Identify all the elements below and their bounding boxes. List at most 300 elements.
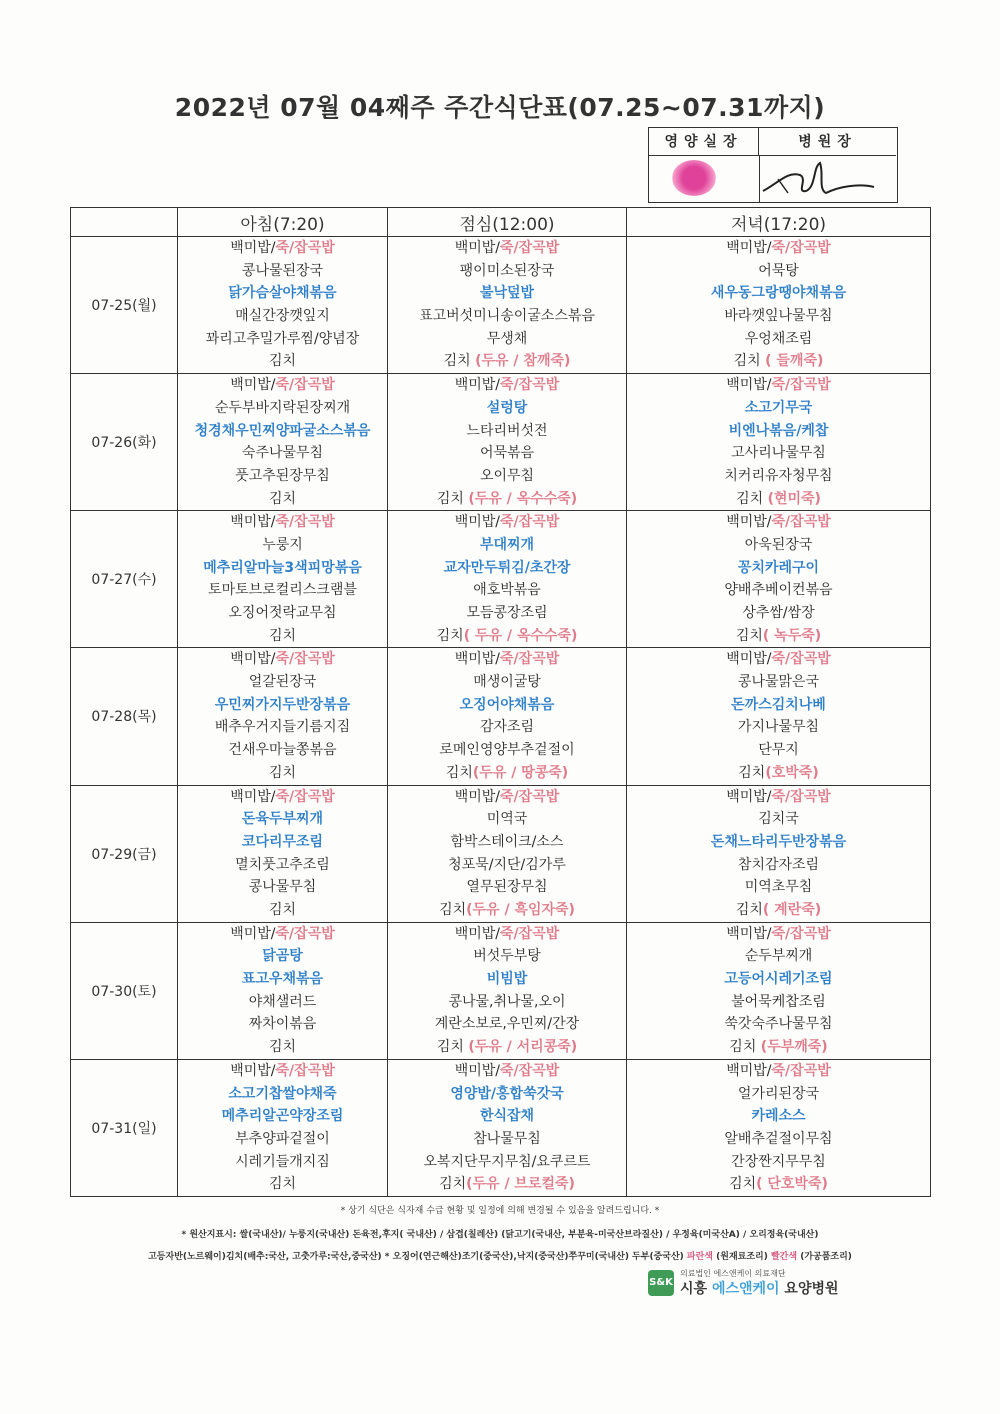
menu-item-text: 간장짠지무무침 xyxy=(731,1153,826,1170)
day-row xyxy=(71,785,931,922)
menu-item-text: 김치 xyxy=(436,627,464,644)
day-date: 07-26(화) xyxy=(71,374,178,511)
menu-item-text: 짜차이볶음 xyxy=(248,1016,317,1033)
menu-item xyxy=(178,831,387,854)
menu-item-text: 백미밥/ xyxy=(726,240,772,256)
menu-item-text: 백미밥/ xyxy=(454,377,501,394)
menu-item xyxy=(388,739,626,762)
logo-name-b: 에스앤케이 xyxy=(711,1281,780,1297)
menu-item-text: 콩나물무침 xyxy=(248,879,317,896)
menu-item-text: 죽/잡곡밥 xyxy=(500,240,560,256)
menu-item xyxy=(388,557,626,580)
menu-item xyxy=(388,625,626,648)
menu-item-text: 콩나물맑은국 xyxy=(737,674,820,691)
menu-item xyxy=(178,991,387,1014)
menu-item-text: 멸치풋고추조림 xyxy=(235,856,330,873)
menu-item xyxy=(627,991,930,1014)
menu-item xyxy=(627,968,930,991)
hospital-logo xyxy=(648,1268,839,1300)
lunch-cell xyxy=(388,922,627,1059)
menu-item xyxy=(388,1013,626,1036)
menu-item-text: 영양밥/홍합쑥갓국 xyxy=(450,1085,564,1102)
menu-item xyxy=(627,831,930,854)
menu-item xyxy=(388,465,626,488)
menu-item-text: 죽/잡곡밥 xyxy=(500,377,560,394)
menu-item xyxy=(627,945,930,968)
menu-item-text: 단무지 xyxy=(758,742,799,759)
menu-item-text: 죽/잡곡밥 xyxy=(500,925,560,942)
menu-item-text: 김치 xyxy=(268,1176,297,1193)
menu-item xyxy=(627,716,930,739)
menu-item xyxy=(178,854,387,877)
menu-item xyxy=(178,579,387,602)
menu-item-text: 애호박볶음 xyxy=(473,582,541,599)
menu-item-text: 백미밥/ xyxy=(726,377,772,394)
menu-body xyxy=(71,237,931,1197)
menu-item-text: 죽/잡곡밥 xyxy=(500,1062,560,1079)
menu-item xyxy=(388,1060,626,1083)
menu-item-text: 백미밥/ xyxy=(230,788,276,805)
menu-item-text: ( 녹두죽) xyxy=(762,627,822,644)
menu-item xyxy=(627,1060,930,1083)
menu-item-text: 김치 xyxy=(738,764,766,781)
dinner-cell xyxy=(627,1059,931,1196)
menu-item xyxy=(388,831,626,854)
breakfast-cell xyxy=(178,237,388,374)
menu-item-text: 메추리알마늘3색피망볶음 xyxy=(203,559,362,576)
menu-item-text: 야채샐러드 xyxy=(248,993,317,1010)
menu-item xyxy=(178,602,387,625)
menu-item-text: (두유 / 참깨죽) xyxy=(475,353,571,370)
menu-item xyxy=(388,808,626,831)
menu-item-text: 백미밥/ xyxy=(726,651,772,668)
menu-item xyxy=(178,260,387,283)
menu-item xyxy=(627,648,930,671)
menu-item-text: 죽/잡곡밥 xyxy=(500,788,560,805)
menu-item xyxy=(627,557,930,580)
menu-item xyxy=(627,397,930,420)
menu-item-text: 꽈리고추밀가루찜/양념장 xyxy=(205,330,360,347)
menu-item xyxy=(388,1105,626,1128)
menu-item xyxy=(388,420,626,443)
dinner-cell xyxy=(627,922,931,1059)
menu-item-text: 코다리무조림 xyxy=(241,833,324,850)
menu-item-text: 팽이미소된장국 xyxy=(459,262,555,279)
menu-item xyxy=(627,282,930,305)
menu-item-text: 한식잡채 xyxy=(479,1108,535,1125)
menu-item-text: 로메인영양부추겉절이 xyxy=(439,742,575,759)
menu-item-text: 백미밥/ xyxy=(454,1062,501,1079)
menu-item xyxy=(178,420,387,443)
menu-item-text: 우민찌가지두반장볶음 xyxy=(214,696,351,713)
origin-text-e: (가공품조리) xyxy=(800,1252,852,1262)
corner-cell xyxy=(71,208,178,237)
menu-item-text: 비빔밥 xyxy=(486,971,528,988)
menu-item-text: 김치 xyxy=(735,627,763,644)
menu-item-text: 죽/잡곡밥 xyxy=(275,240,335,256)
menu-item-text: 백미밥/ xyxy=(454,651,501,668)
menu-item-text: 닭가슴살야채볶음 xyxy=(228,285,337,302)
dinner-header: 저녁(17:20) xyxy=(627,208,931,237)
menu-item xyxy=(178,739,387,762)
menu-item-text: 건새우마늘쫑볶음 xyxy=(228,742,337,759)
menu-item xyxy=(388,350,626,373)
menu-item-text: 느타리버섯전 xyxy=(466,422,548,439)
menu-item xyxy=(388,1151,626,1174)
menu-item xyxy=(388,876,626,899)
menu-item xyxy=(388,397,626,420)
day-row xyxy=(71,374,931,511)
menu-item-text: 비엔나볶음/케찹 xyxy=(728,422,829,439)
day-row xyxy=(71,1059,931,1196)
menu-item xyxy=(627,694,930,717)
menu-item-text: 오징어젓락교무침 xyxy=(228,605,337,622)
logo-name xyxy=(680,1278,839,1298)
nutrition-chief-label: 영양실장 xyxy=(649,128,759,156)
day-date: 07-31(일) xyxy=(71,1059,178,1196)
menu-item xyxy=(178,671,387,694)
menu-item-text: 교자만두튀김/초간장 xyxy=(443,559,571,576)
menu-item-text: 오징어야채볶음 xyxy=(459,696,555,713)
menu-item-text: 죽/잡곡밥 xyxy=(771,377,831,394)
day-date: 07-30(토) xyxy=(71,922,178,1059)
menu-item-text: 새우동그랑땡야채볶음 xyxy=(710,285,847,302)
menu-item-text: 순두부찌개 xyxy=(744,948,813,965)
menu-item xyxy=(388,374,626,397)
menu-item xyxy=(627,237,930,260)
menu-item xyxy=(178,899,387,922)
menu-item xyxy=(178,1083,387,1106)
change-notice: * 상기 식단은 식자재 수급 현황 및 일정에 의해 변경될 수 있음을 알려드립니다. * xyxy=(340,1206,660,1216)
menu-item-text: 백미밥/ xyxy=(230,240,276,256)
menu-item xyxy=(388,923,626,946)
menu-item xyxy=(627,1151,930,1174)
menu-item xyxy=(627,854,930,877)
menu-item-text: 참치감자조림 xyxy=(737,856,820,873)
logo-subtitle: 의료법인 에스앤케이 의료재단 xyxy=(680,1269,786,1278)
menu-item xyxy=(627,305,930,328)
menu-item xyxy=(178,305,387,328)
menu-item-text: 김치 xyxy=(268,627,297,644)
menu-item xyxy=(388,260,626,283)
menu-item-text: 매생이굴탕 xyxy=(473,674,541,691)
menu-item xyxy=(627,876,930,899)
menu-item-text: 죽/잡곡밥 xyxy=(275,925,335,942)
menu-item-text: 김치 xyxy=(436,490,469,507)
menu-item-text: 꽁치카레구이 xyxy=(737,559,820,576)
menu-item-text: 상추쌈/쌈장 xyxy=(742,605,815,622)
menu-item xyxy=(388,945,626,968)
menu-item-text: 바라깻잎나물무침 xyxy=(724,308,833,325)
menu-item xyxy=(627,923,930,946)
menu-item xyxy=(178,1173,387,1196)
menu-item-text: 청경채우민찌양파굴소스볶음 xyxy=(194,422,371,439)
menu-item xyxy=(627,579,930,602)
menu-item xyxy=(388,328,626,351)
menu-item-text: 백미밥/ xyxy=(454,925,501,942)
menu-item-text: (두유 / 옥수수죽) xyxy=(468,490,578,507)
menu-item-text: 콩나물,취나물,오이 xyxy=(448,993,566,1010)
menu-item xyxy=(627,328,930,351)
menu-item xyxy=(627,350,930,373)
menu-item xyxy=(627,808,930,831)
menu-item-text: 무생채 xyxy=(486,330,528,347)
menu-item xyxy=(178,442,387,465)
menu-item-text: 매실간장깻잎지 xyxy=(235,308,330,325)
menu-item xyxy=(178,762,387,785)
menu-item xyxy=(178,808,387,831)
menu-item-text: 오이무침 xyxy=(479,467,535,484)
menu-item-text: 김치 xyxy=(729,1039,761,1056)
menu-item xyxy=(388,991,626,1014)
menu-item xyxy=(627,442,930,465)
menu-item xyxy=(627,511,930,534)
menu-item-text: 죽/잡곡밥 xyxy=(771,788,831,805)
menu-item xyxy=(178,511,387,534)
menu-item-text: 토마토브로컬리스크램블 xyxy=(208,582,357,599)
menu-item xyxy=(388,762,626,785)
menu-item xyxy=(627,739,930,762)
menu-item-text: ( 들깨죽) xyxy=(765,353,824,370)
breakfast-cell xyxy=(178,785,388,922)
menu-item-text: 김치 xyxy=(733,353,766,370)
menu-item xyxy=(178,1151,387,1174)
menu-item-text: 백미밥/ xyxy=(454,514,501,531)
menu-item-text: 오복지단무지무침/요쿠르트 xyxy=(423,1153,591,1170)
dinner-cell xyxy=(627,648,931,785)
menu-item xyxy=(178,282,387,305)
dinner-cell xyxy=(627,374,931,511)
lunch-cell xyxy=(388,374,627,511)
menu-item-text: 죽/잡곡밥 xyxy=(500,651,560,668)
menu-item-text: 쑥갓숙주나물무침 xyxy=(724,1016,833,1033)
menu-item xyxy=(388,1173,626,1196)
breakfast-cell xyxy=(178,511,388,648)
menu-item-text: 죽/잡곡밥 xyxy=(275,651,335,668)
menu-item-text: 죽/잡곡밥 xyxy=(275,788,335,805)
breakfast-cell xyxy=(178,374,388,511)
menu-item xyxy=(627,488,930,511)
menu-item-text: 치커리유자청무침 xyxy=(724,467,833,484)
menu-item-text: 감자조림 xyxy=(479,719,535,736)
day-date: 07-27(수) xyxy=(71,511,178,648)
menu-item-text: 죽/잡곡밥 xyxy=(771,925,831,942)
menu-item xyxy=(178,1105,387,1128)
menu-item-text: 열무된장무침 xyxy=(466,879,548,896)
menu-item-text: 죽/잡곡밥 xyxy=(771,514,831,531)
day-row xyxy=(71,648,931,785)
menu-item-text: 죽/잡곡밥 xyxy=(771,651,831,668)
menu-item-text: 함박스테이크/소스 xyxy=(450,833,564,850)
menu-item-text: 누룽지 xyxy=(262,536,303,553)
menu-item xyxy=(627,1105,930,1128)
breakfast-cell xyxy=(178,922,388,1059)
menu-item-text: 모듬콩장조림 xyxy=(466,605,548,622)
menu-item xyxy=(627,671,930,694)
menu-item xyxy=(178,1036,387,1059)
menu-item xyxy=(627,534,930,557)
logo-name-c: 요양병원 xyxy=(779,1281,839,1297)
menu-item-text: 백미밥/ xyxy=(726,1062,772,1079)
menu-item xyxy=(388,534,626,557)
lunch-cell xyxy=(388,785,627,922)
menu-item xyxy=(627,1036,930,1059)
menu-item-text: (두유 / 땅콩죽) xyxy=(472,764,569,781)
menu-item xyxy=(388,899,626,922)
menu-item-text: 설렁탕 xyxy=(486,399,528,416)
menu-item-text: 죽/잡곡밥 xyxy=(275,514,335,531)
dinner-cell xyxy=(627,785,931,922)
menu-item-text: 김치 xyxy=(268,353,297,370)
menu-item-text: 풋고추된장무침 xyxy=(235,467,330,484)
menu-item xyxy=(627,762,930,785)
menu-item xyxy=(178,465,387,488)
menu-item xyxy=(627,1128,930,1151)
day-date: 07-29(금) xyxy=(71,785,178,922)
menu-item xyxy=(388,305,626,328)
menu-item xyxy=(178,237,387,260)
menu-item xyxy=(388,648,626,671)
menu-item xyxy=(178,488,387,511)
menu-item-text: 백미밥/ xyxy=(230,651,276,668)
menu-item-text: 백미밥/ xyxy=(726,788,772,805)
menu-item-text: 죽/잡곡밥 xyxy=(771,1062,831,1079)
menu-item xyxy=(178,694,387,717)
menu-item xyxy=(627,786,930,809)
menu-item-text: 표고우채볶음 xyxy=(241,971,324,988)
day-row xyxy=(71,237,931,374)
menu-item xyxy=(627,1013,930,1036)
menu-item-text: 김치 xyxy=(268,902,297,918)
menu-item-text: 숙주나물무침 xyxy=(241,445,324,462)
menu-item-text: 김치 xyxy=(439,1176,467,1193)
menu-item xyxy=(178,374,387,397)
menu-item xyxy=(627,899,930,922)
menu-item-text: 김치 xyxy=(268,490,297,507)
menu-item-text: 아욱된장국 xyxy=(744,536,813,553)
menu-item-text: 죽/잡곡밥 xyxy=(500,514,560,531)
menu-item-text: 백미밥/ xyxy=(230,514,276,531)
menu-item-text: (현미죽) xyxy=(767,490,821,507)
director-signature xyxy=(758,153,878,203)
menu-item xyxy=(627,374,930,397)
menu-item-text: 불낙덮밥 xyxy=(479,285,535,302)
menu-item xyxy=(388,579,626,602)
menu-item-text: 부추양파겉절이 xyxy=(235,1130,330,1147)
menu-item-text: 어묵볶음 xyxy=(479,445,535,462)
menu-item xyxy=(388,488,626,511)
menu-item-text: (호박죽) xyxy=(765,764,819,781)
menu-item-text: 양배추베이컨볶음 xyxy=(724,582,833,599)
menu-item xyxy=(178,876,387,899)
dinner-cell xyxy=(627,237,931,374)
menu-item xyxy=(388,1128,626,1151)
menu-item-text: 김치 xyxy=(268,1039,297,1056)
menu-item-text: 죽/잡곡밥 xyxy=(275,377,335,394)
menu-item-text: 죽/잡곡밥 xyxy=(771,240,831,256)
menu-item xyxy=(388,511,626,534)
menu-item-text: 백미밥/ xyxy=(454,788,501,805)
origin-info-line1: * 원산지표시: 쌀(국내산)/ 누룽지(국내산) 돈육전,후지( 국내산) / 삼겹(칠레산) (닭고기(국내산, 부분육-미국산브라질산) / 우정육(미국산A) / 오리정육(국내산) xyxy=(181,1230,819,1240)
menu-item xyxy=(178,1013,387,1036)
menu-item-text: 김치 xyxy=(439,902,467,918)
menu-item xyxy=(627,260,930,283)
menu-item-text: 미역초무침 xyxy=(744,879,813,896)
menu-item xyxy=(627,1173,930,1196)
logo-mark-icon: S&K xyxy=(648,1270,674,1296)
origin-info-line2 xyxy=(0,1249,1000,1262)
header-row xyxy=(71,208,931,237)
menu-item-text: 닭곰탕 xyxy=(262,948,303,965)
menu-item xyxy=(388,282,626,305)
menu-item xyxy=(178,648,387,671)
lunch-header: 점심(12:00) xyxy=(388,208,627,237)
menu-item-text: 가지나물무침 xyxy=(737,719,820,736)
menu-item xyxy=(388,442,626,465)
menu-item-text: 얼가리된장국 xyxy=(737,1085,820,1102)
menu-item-text: 김치국 xyxy=(758,811,799,828)
menu-item-text: 우엉채조림 xyxy=(744,330,813,347)
menu-item-text: 김치 xyxy=(436,1039,469,1056)
menu-item-text: 백미밥/ xyxy=(230,377,276,394)
menu-item-text: ( 단호박죽) xyxy=(756,1176,828,1193)
menu-item xyxy=(627,465,930,488)
menu-item-text: 메추리알곤약장조림 xyxy=(221,1108,344,1125)
origin-text-c: (원재료조리) xyxy=(716,1252,768,1262)
menu-item xyxy=(178,716,387,739)
day-row xyxy=(71,511,931,648)
menu-item xyxy=(388,671,626,694)
menu-item-text: 얼갈된장국 xyxy=(248,674,317,691)
menu-item-text: 고등어시레기조림 xyxy=(724,971,833,988)
menu-item-text: 고사리나물무침 xyxy=(731,445,826,462)
menu-item-text: ( 계란죽) xyxy=(762,902,822,918)
director-label: 병원장 xyxy=(759,128,896,156)
menu-item-text: 김치 xyxy=(443,353,476,370)
menu-item-text: 김치 xyxy=(736,490,768,507)
menu-item xyxy=(388,237,626,260)
menu-item xyxy=(388,1036,626,1059)
menu-item xyxy=(178,328,387,351)
menu-item-text: 김치 xyxy=(268,764,297,781)
menu-item xyxy=(178,1060,387,1083)
dinner-cell xyxy=(627,511,931,648)
menu-item xyxy=(178,968,387,991)
origin-text-a: 고등자반(노르웨이)김치(배추:국산, 고춧가루:국산,중국산) * 오징어(연근해산)조기(중국산),낙지(중국산)쭈꾸미(국내산) 두부(중국산) xyxy=(148,1252,684,1262)
menu-item-text: 어묵탕 xyxy=(758,262,799,279)
menu-item xyxy=(178,786,387,809)
lunch-cell xyxy=(388,511,627,648)
menu-item-text: 부대찌개 xyxy=(479,536,535,553)
lunch-cell xyxy=(388,648,627,785)
menu-item-text: 소고기무국 xyxy=(744,399,813,416)
menu-item xyxy=(388,854,626,877)
menu-item-text: 계란소보로,우민찌/간장 xyxy=(434,1016,580,1033)
menu-item xyxy=(178,350,387,373)
menu-item xyxy=(627,602,930,625)
origin-color-red-label: 빨간색 xyxy=(770,1252,798,1262)
menu-item-text: 청포묵/지단/김가루 xyxy=(448,856,566,873)
menu-item xyxy=(178,1128,387,1151)
menu-item xyxy=(627,625,930,648)
menu-item-text: 백미밥/ xyxy=(230,925,276,942)
menu-item-text: 돈까스김치나베 xyxy=(731,696,826,713)
menu-item-text: 죽/잡곡밥 xyxy=(275,1062,335,1079)
menu-item-text: 미역국 xyxy=(486,811,528,828)
menu-item xyxy=(178,923,387,946)
menu-item xyxy=(178,625,387,648)
menu-item-text: 김치 xyxy=(445,764,473,781)
